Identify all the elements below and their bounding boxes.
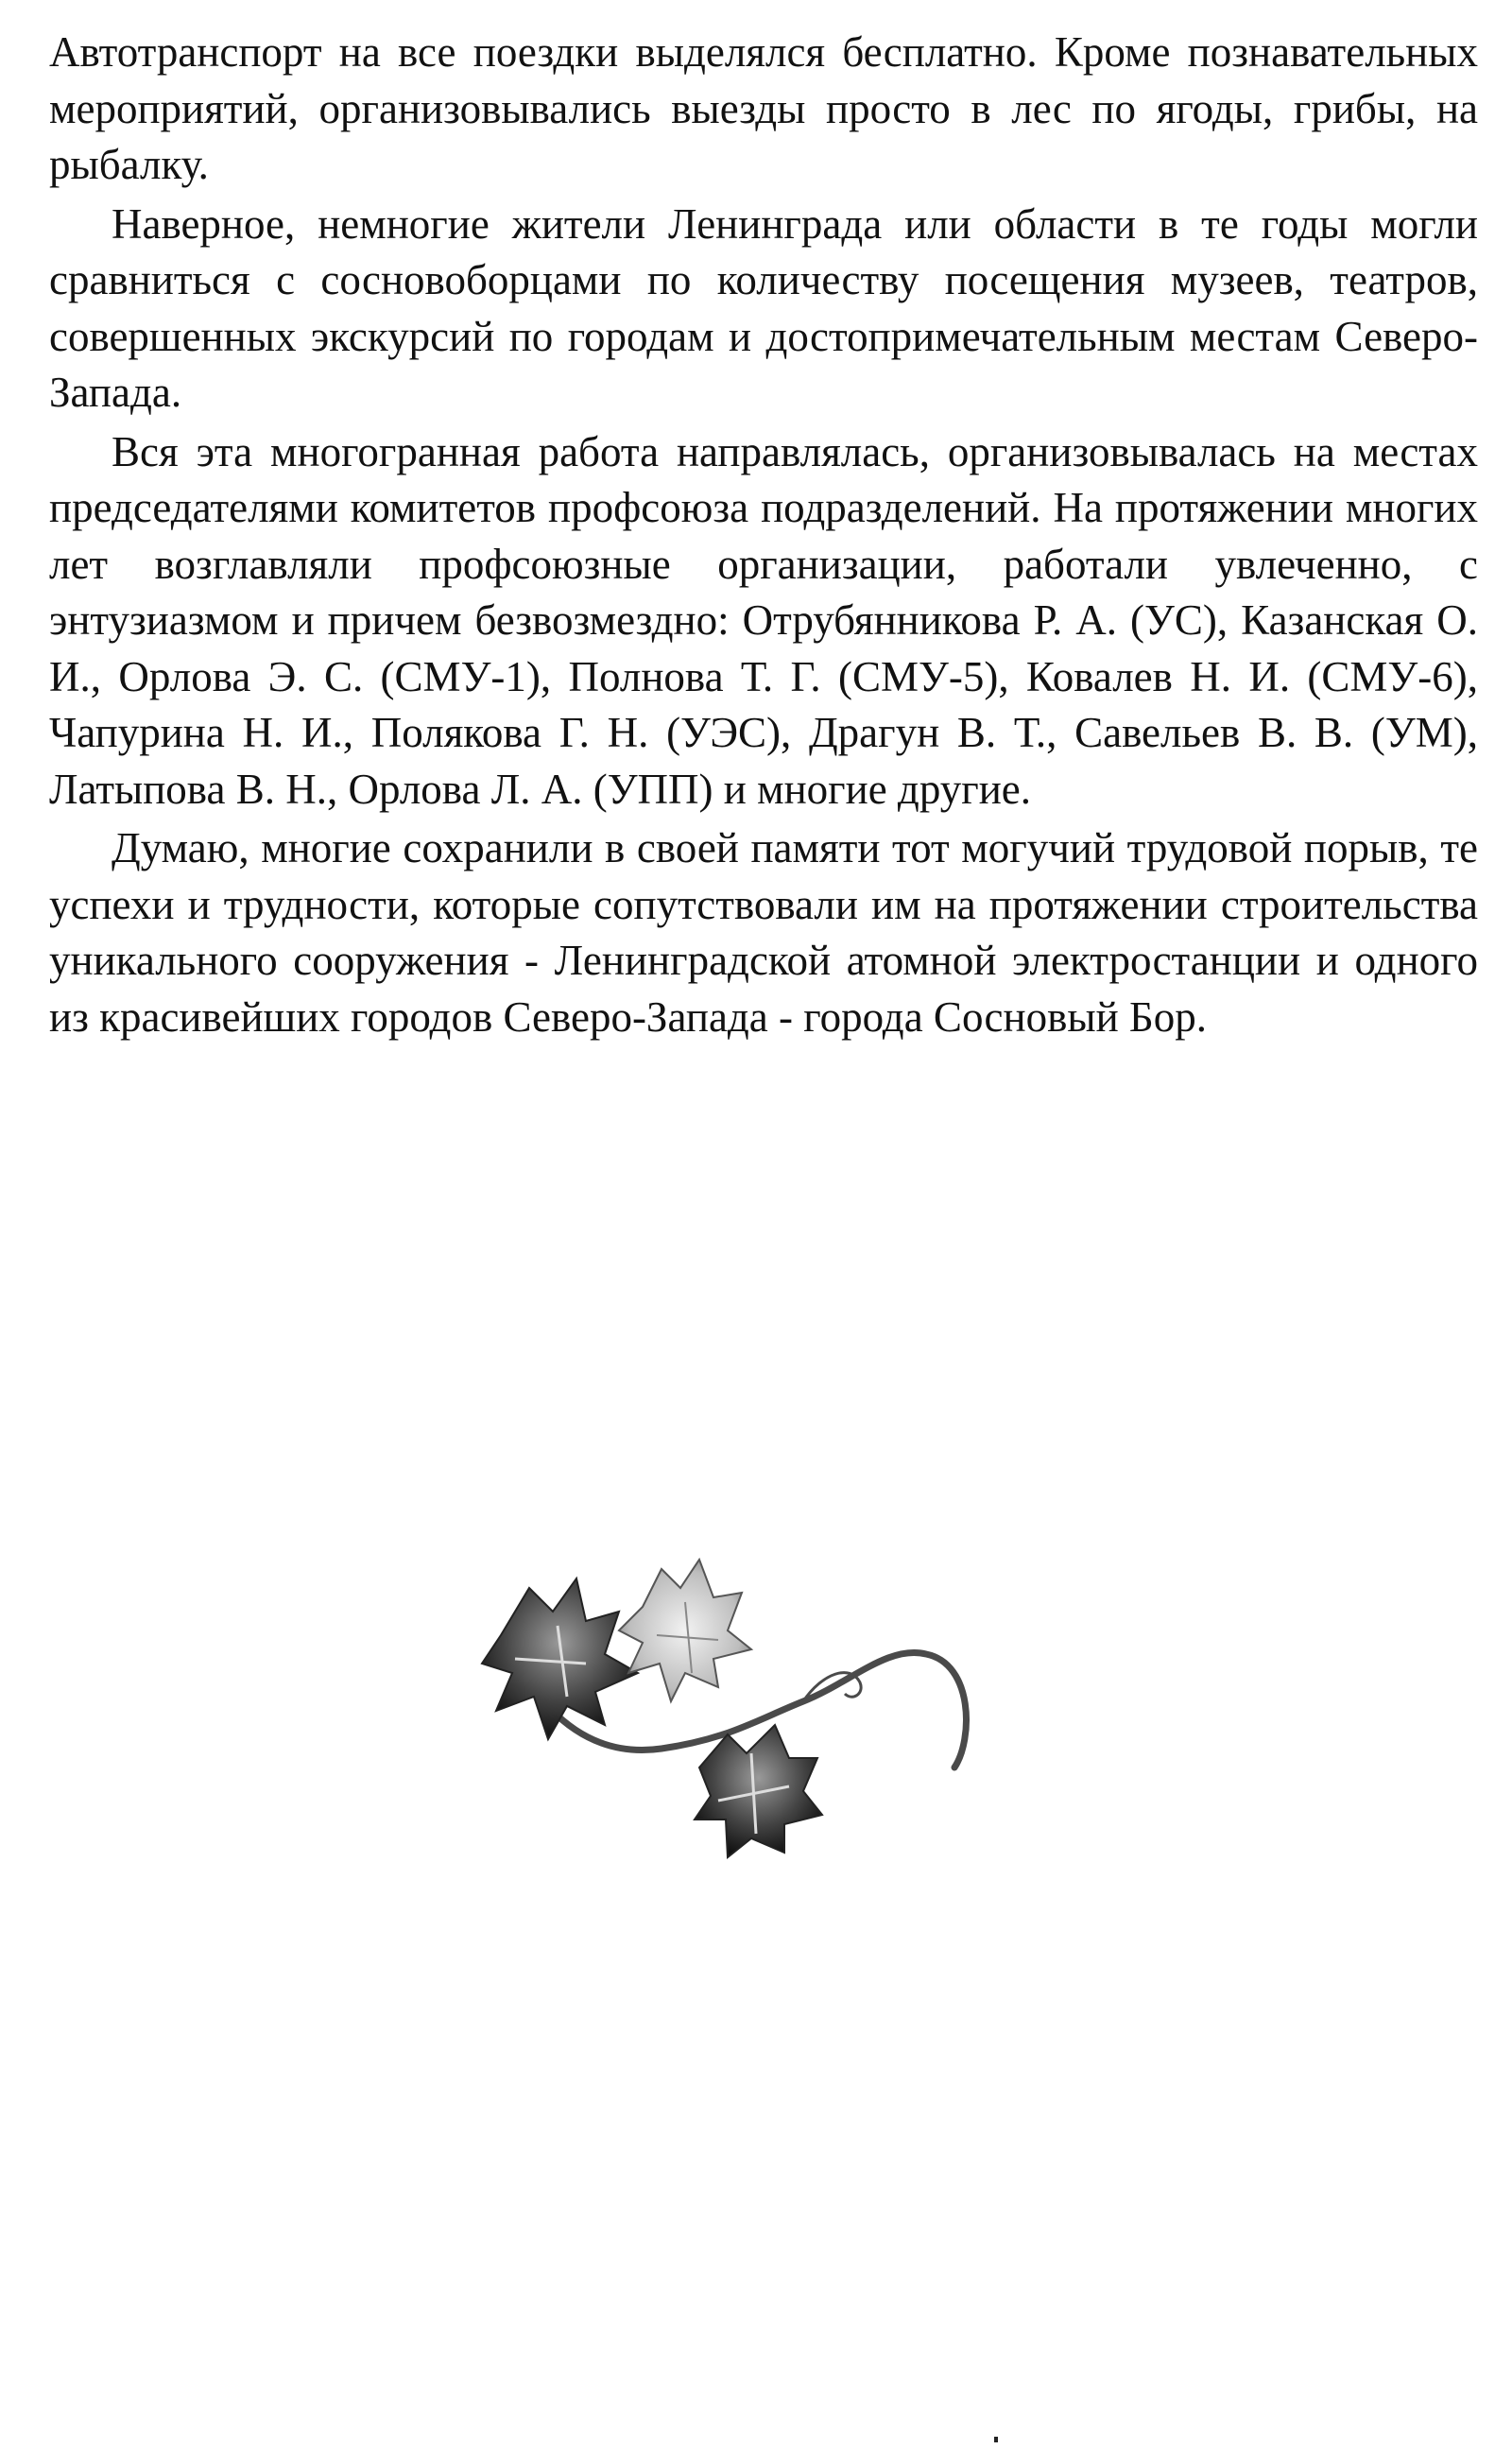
page-mark: [994, 2437, 998, 2442]
text-body: [49, 25, 1478, 1045]
paragraph-transport: Автотранспорт на все поездки выделялся бесплатно. Кроме познавательных мероприятий, организовывались выезды просто в лес по ягоды, грибы, на рыбалку.: [49, 28, 1478, 188]
paragraph-union-work: Вся эта многогранная работа направлялась, организовывалась на местах председателями комитетов профсоюза подразделений. На протяжении многих лет возглавляли профсоюзные организации, работали увлеченно, с энтузиазмом и причем безвозмездно: Отрубянникова Р. А. (УС), Казанская О. И., Орлова Э. С. (СМУ-1), Полнова Т. Г. (СМУ-5), Ковалев Н. И. (СМУ-6), Чапурина Н. И., Полякова Г. Н. (УЭС), Драгун В. Т., Савельев В. В. (УМ), Латыпова В. Н., Орлова Л. А. (УПП) и многие другие.: [49, 427, 1478, 813]
paragraph-memory: Думаю, многие сохранили в своей памяти тот могучий трудовой порыв, те успехи и трудности, которые сопутствовали им на протяжении строительства уникального сооружения - Ленинградской атомной электростанции и одного из красивейших городов Северо-Запада - города Сосновый Бор.: [49, 824, 1478, 1041]
paragraph-residents: Наверное, немногие жители Ленинграда или области в те годы могли сравниться с сосновоборцами по количеству посещения музеев, театров, совершенных экскурсий по городам и достопримечательным местам Северо-Запада.: [49, 199, 1478, 416]
vine-leaves-ornament-icon: [444, 1531, 1049, 1900]
